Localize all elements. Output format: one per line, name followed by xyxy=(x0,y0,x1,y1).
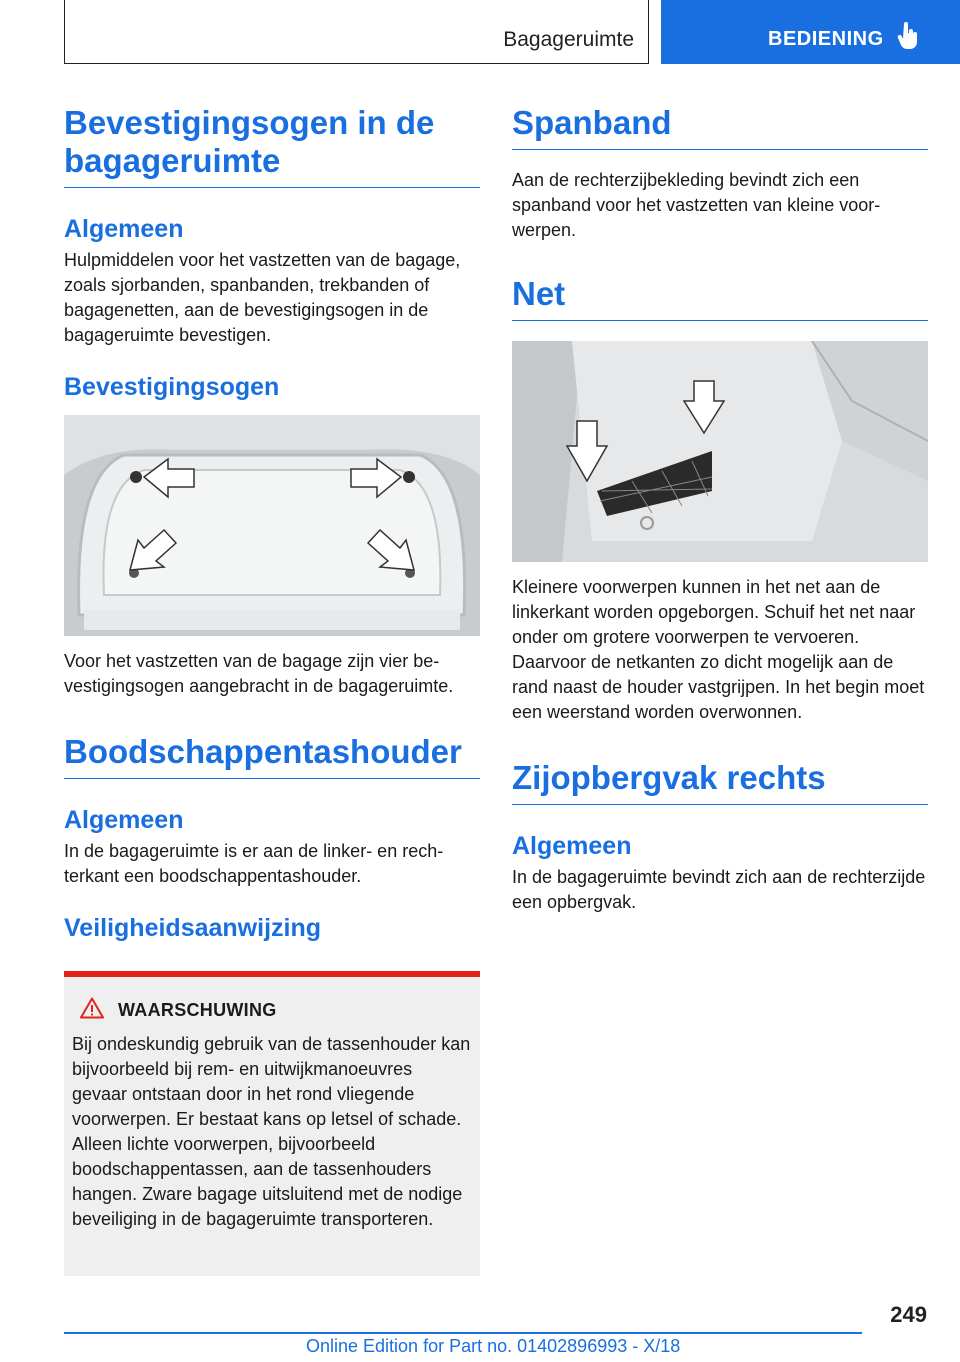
left-column xyxy=(64,104,480,1276)
paragraph-tashouder: In de bagageruimte is er aan de linker- en rechterkant een boodschappentashouder. xyxy=(64,841,444,886)
subheading-algemeen: Algemeen xyxy=(64,215,184,243)
page-number: 249 xyxy=(890,1302,927,1327)
chapter-tab[interactable] xyxy=(661,0,960,64)
header-section-box xyxy=(64,0,649,64)
warning-label: WAARSCHUWING xyxy=(118,1000,277,1020)
subheading-algemeen-3: Algemeen xyxy=(512,832,632,860)
paragraph-vier-ogen: Voor het vastzetten van de bagage zijn vier bevestigingsogen aangebracht in de bagageruimte. xyxy=(64,651,454,696)
footer-edition: Online Edition for Part no. 01402896993 - X/18 xyxy=(306,1336,681,1356)
section-title: Bagageruimte xyxy=(503,28,634,51)
trunk-eyelets-figure xyxy=(64,415,480,636)
heading-zijopbergvak: Zijopbergvak rechts xyxy=(512,759,928,805)
subheading-veiligheid: Veiligheidsaanwijzing xyxy=(64,914,322,942)
paragraph-net: Kleinere voorwerpen kunnen in het net aan de linkerkant worden opgeborgen. Schuif het net naar onder om grotere voorwerpen te vervoeren. Daarvoor de netkanten zo dicht mogelijk aan de rand naast de houder vastgrijpen. In het begin moet een weerstand worden overwonnen. xyxy=(512,577,925,722)
chapter-title: BEDIENING xyxy=(768,28,884,50)
warning-triangle-icon xyxy=(80,997,104,1024)
paragraph-spanband: Aan de rechterzijbekleding bevindt zich een spanband voor het vastzetten van kleine voorwerpen. xyxy=(512,170,881,240)
heading-bevestigingsogen: Bevestigingsogen in de bagageruimte xyxy=(64,104,480,188)
hand-pointer-icon xyxy=(897,22,919,55)
subheading-bevestigingsogen: Bevestigingsogen xyxy=(64,373,280,401)
warning-text: Bij ondeskundig gebruik van de tassenhouder kan bijvoorbeeld bij rem- en uitwijkmanoeuvres gevaar ontstaan door in het rond vliegende voorwerpen. Er bestaat kans op letsel of schade. Alleen lichte voorwerpen, bijvoorbeeld boodschappentassen, aan de tassenhouders hangen. Zware bagage uitsluitend met de nodige beveiliging in de bagageruimte transporteren. xyxy=(72,1034,471,1229)
heading-net: Net xyxy=(512,275,928,321)
warning-box xyxy=(64,971,480,1276)
net-figure xyxy=(512,341,928,562)
paragraph-opbergvak: In de bagageruimte bevindt zich aan de rechterzijde een opbergvak. xyxy=(512,867,926,912)
right-column xyxy=(512,104,928,915)
subheading-algemeen-2: Algemeen xyxy=(64,806,184,834)
heading-spanband: Spanband xyxy=(512,104,928,150)
paragraph-hulpmiddelen: Hulpmiddelen voor het vastzetten van de bagage, zoals sjorbanden, spanbanden, trekbanden of bagagenetten, aan de bevestigingsogen in de bagageruimte bevestigen. xyxy=(64,250,461,345)
heading-boodschappentashouder: Boodschappentashouder xyxy=(64,733,480,779)
footer-divider xyxy=(64,1332,862,1334)
